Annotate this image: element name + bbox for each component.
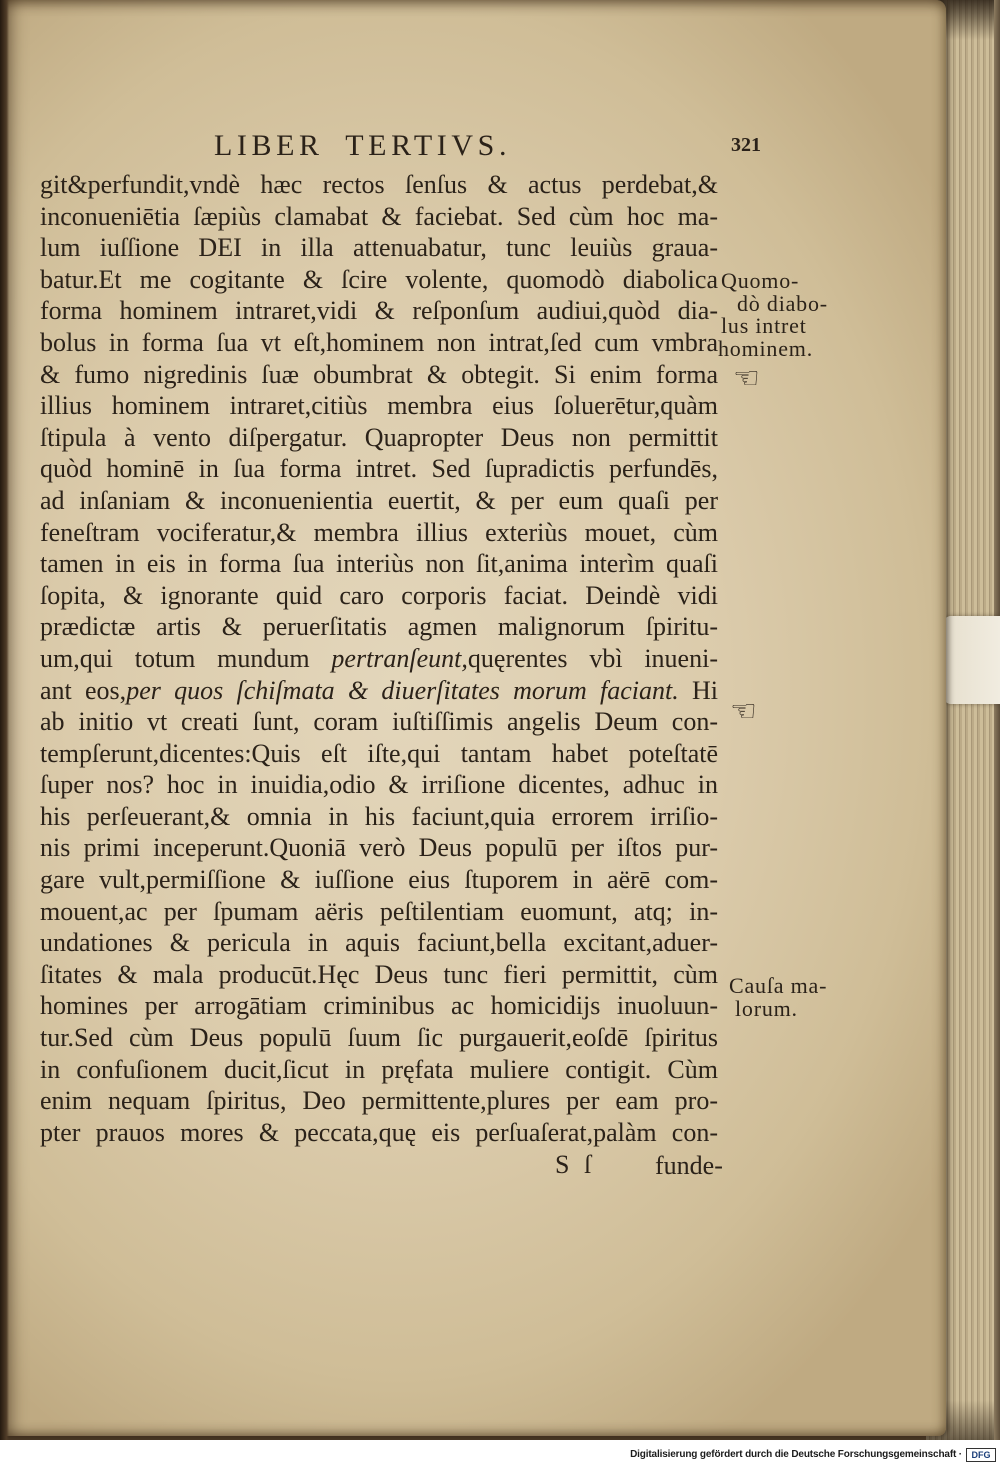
text-line: ad inſaniam & inconuenientia euertit, & per eum quaſi per — [40, 485, 718, 515]
text-line: nis primi inceperunt.Quoniā verò Deus populū per iſtos pur- — [40, 833, 718, 863]
text-line: tamen in eis in forma ſua interiùs non ſit,anima interìm quaſi — [40, 549, 718, 579]
text-segment: quęrentes vbì inueni- — [467, 643, 718, 673]
text-line: feneſtram vociferatur,& membra illius exteriùs mouet, cùm — [40, 517, 718, 547]
text-line: ab initio vt creati ſunt, coram iuſtiſſimis angelis Deum con- — [40, 707, 718, 737]
text-segment: ant eos, — [40, 675, 127, 705]
margin-note-line: Quomo- — [721, 270, 800, 293]
text-line: & fumo nigredinis ſuæ obumbrat & obtegit. Si enim forma — [40, 359, 718, 389]
text-line: forma hominem intraret,vidi & reſponſum audiui,quòd dia- — [40, 296, 718, 326]
text-line: ſopita, & ignorante quid caro corporis faciat. Deindè vidi — [40, 580, 718, 610]
text-line: illius hominem intraret,citiùs membra eius ſoluerētur,quàm — [40, 391, 718, 421]
text-line: in confuſionem ducit,ſicut in pręfata muliere contigit. Cùm — [40, 1054, 718, 1084]
dfg-logo: DFG — [966, 1448, 996, 1462]
text-line: pter prauos mores & peccata,quę eis perſuaſerat,palàm con- — [40, 1117, 718, 1147]
text-line: undationes & pericula in aquis faciunt,bella excitant,aduer- — [40, 928, 718, 958]
text-segment: um,qui totum mundum — [40, 643, 332, 673]
text-line: lum iuſſione DEI in illa attenuabatur, tunc leuiùs graua- — [40, 233, 718, 263]
margin-note-line: lorum. — [735, 997, 798, 1021]
text-line: gare vult,permiſſione & iuſſione eius ſtuporem in aërē com- — [40, 865, 718, 895]
margin-note-line: lus intret — [721, 315, 807, 339]
manicule-icon — [730, 697, 757, 727]
text-line: inconueniētia ſæpiùs clamabat & faciebat. Sed cùm hoc ma- — [40, 201, 718, 231]
catchword: funde- — [655, 1151, 723, 1180]
main-text-block — [40, 169, 718, 1148]
funding-credit: Digitalisierung gefördert durch die Deutsche Forschungsgemeinschaft · — [630, 1449, 962, 1460]
italic-segment: per quos ſchiſmata & diuerſitates morum faciant. — [126, 675, 679, 705]
text-line: his perſeuerant,& omnia in his faciunt,quia errorem irriſio- — [40, 801, 718, 831]
text-line: homines per arrogātiam criminibus ac homicidijs inuoluun- — [40, 991, 718, 1021]
text-line: ſuper nos? hoc in inuidia,odio & irriſione dicentes, adhuc in — [40, 770, 718, 800]
text-segment: Hi — [678, 675, 718, 705]
book-cover-edge — [994, 0, 1000, 1440]
text-line: prædictæ artis & peruerſitatis agmen malignorum ſpiritu- — [40, 612, 718, 642]
margin-note-causa — [729, 975, 839, 1020]
margin-note-line: hominem. — [718, 338, 814, 361]
text-line: git&perfundit,vndè hæc rectos ſenſus & actus perdebat,& — [40, 170, 718, 199]
running-head: LIBER TERTIVS. — [214, 129, 512, 162]
text-line-mixed — [40, 643, 718, 675]
margin-note-line: Cauſa ma- — [729, 975, 828, 998]
text-line: ſtipula à vento diſpergatur. Quapropter Deus non permittit — [40, 422, 718, 452]
signature-mark: S ſ — [555, 1150, 596, 1179]
text-line: ſitates & mala producūt.Hęc Deus tunc fieri permittit, cùm — [40, 959, 718, 989]
text-line: mouent,ac per ſpumam aëris peſtilentiam euomunt, atq; in- — [40, 896, 718, 926]
text-line: tempſerunt,dicentes:Quis eſt iſte,qui tantam habet poteſtatē — [40, 738, 718, 768]
text-line-mixed — [40, 675, 718, 707]
margin-note-quomodo — [718, 270, 828, 361]
text-line: enim nequam ſpiritus, Deo permittente,plures per eam pro- — [40, 1086, 718, 1116]
text-line: tur.Sed cùm Deus populū ſuum ſic purgauerit,eoſdē ſpiritus — [40, 1023, 718, 1053]
page-number: 321 — [731, 134, 761, 156]
italic-segment: pertranſeunt, — [331, 643, 468, 673]
text-line: bolus in forma ſua vt eſt,hominem non intrat,ſed cum vmbra — [40, 327, 718, 357]
text-line: batur.Et me cogitante & ſcire volente, quomodò diabolica — [40, 264, 718, 294]
margin-note-line: dò diabo- — [737, 292, 828, 316]
text-line: quòd hominē in ſua forma intret. Sed ſupradictis perfundēs, — [40, 454, 718, 484]
paper-slip — [943, 616, 1000, 704]
manicule-icon — [733, 364, 760, 394]
book-gutter — [0, 0, 9, 1440]
